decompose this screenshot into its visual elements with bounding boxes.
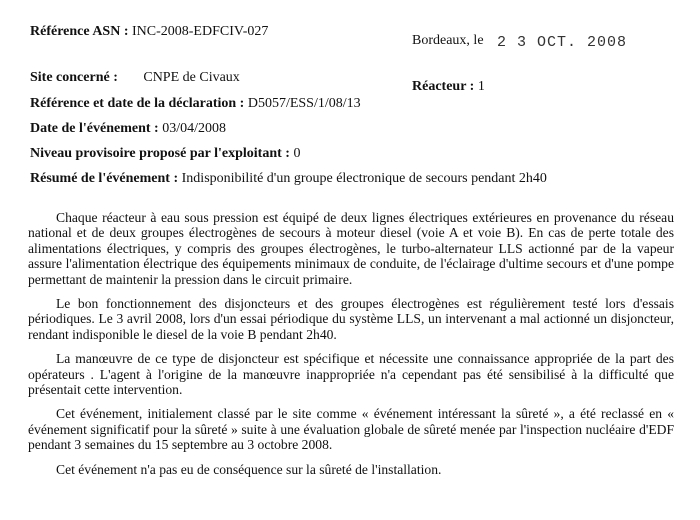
declaration-line	[30, 96, 361, 112]
summary-label: Résumé de l'événement :	[30, 171, 179, 186]
level-line	[30, 146, 300, 162]
level-value: 0	[293, 146, 301, 161]
level-label: Niveau provisoire proposé par l'exploitant :	[30, 146, 290, 161]
site-value: CNPE de Civaux	[143, 70, 240, 85]
reactor-line	[412, 79, 485, 95]
reactor-value: 1	[477, 79, 485, 94]
paragraph-4: Cet événement, initialement classé par le site comme « événement intéressant la sûreté », a été reclassé en « événement significatif pour la sûreté » suite à une évaluation globale de sûreté menée par l'inspection nucléaire d'EDF pendant 3 semaines du 15 septembre au 3 octobre 2008.	[28, 406, 674, 453]
city-date-label: Bordeaux, le	[412, 33, 484, 48]
reference-line	[30, 24, 268, 40]
reactor-label: Réacteur :	[412, 79, 475, 94]
event-date-label: Date de l'événement :	[30, 121, 159, 136]
paragraph-3: La manœuvre de ce type de disjoncteur est spécifique et nécessite une connaissance appropriée de la part des opérateurs . L'agent à l'origine de la manœuvre inappropriée n'a cependant pas été sensibilisé à la difficulté que présentait cette intervention.	[28, 351, 674, 398]
reference-label: Référence ASN :	[30, 24, 129, 39]
paragraph-1: Chaque réacteur à eau sous pression est équipé de deux lignes électriques extérieures en provenance du réseau national et de deux groupes électrogènes de secours à moteur diesel (voie A et voie B). En cas de perte totale des alimentations électriques, y compris des groupes électrogènes, le turbo-alternateur LLS actionné par de la vapeur assure l'alimentation électrique des équipements minimaux de conduite, de l'éclairage d'ultime secours et d'une pompe permettant de maintenir la pression dans le circuit primaire.	[28, 210, 674, 287]
site-line	[30, 70, 240, 86]
document-body	[28, 210, 674, 486]
declaration-value: D5057/ESS/1/08/13	[247, 96, 361, 111]
date-stamp: 2 3 OCT. 2008	[497, 34, 628, 51]
declaration-label: Référence et date de la déclaration :	[30, 96, 245, 111]
event-date-line	[30, 121, 226, 137]
summary-line	[30, 171, 547, 187]
paragraph-5: Cet événement n'a pas eu de conséquence sur la sûreté de l'installation.	[56, 461, 442, 477]
site-label: Site concerné :	[30, 70, 118, 85]
reference-value: INC-2008-EDFCIV-027	[132, 24, 269, 39]
summary-value: Indisponibilité d'un groupe électronique de secours pendant 2h40	[181, 171, 547, 186]
paragraph-2: Le bon fonctionnement des disjoncteurs et des groupes électrogènes est régulièrement testé lors d'essais périodiques. Le 3 avril 2008, lors d'un essai périodique du système LLS, un intervenant a mal actionné un disjoncteur, rendant indisponible le diesel de la voie B pendant 2h40.	[28, 296, 674, 342]
event-date-value: 03/04/2008	[162, 121, 226, 136]
